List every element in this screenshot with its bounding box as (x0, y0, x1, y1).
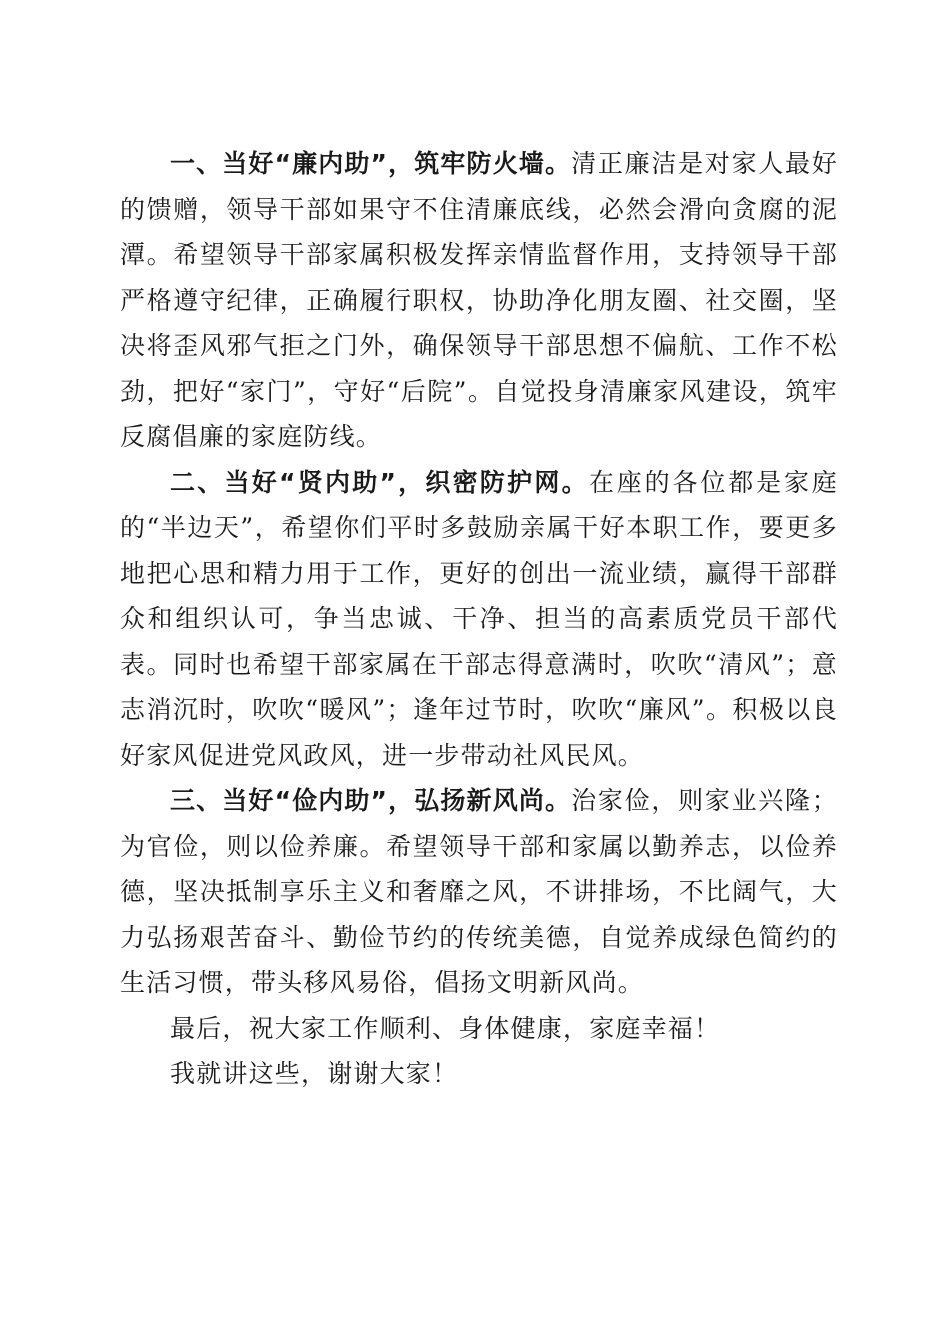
section-1-heading: 一、当好“廉内助”，筑牢防火墙。 (170, 149, 572, 178)
section-1-body: 清正廉洁是对家人最好的馈赠，领导干部如果守不住清廉底线，必然会滑向贪腐的泥潭。希望领导干部家属积极发挥亲情监督作用，支持领导干部严格遵守纪律，正确履行职权，协助净化朋友圈、社交圈，坚决将歪风邪气拒之门外，确保领导干部思想不偏航、工作不松劲，把好“家门”，守好“后院”。自觉投身清廉家风建设，筑牢反腐倡廉的家庭防线。 (120, 149, 838, 451)
section-3-heading: 三、当好“俭内助”，弘扬新风尚。 (170, 786, 572, 815)
section-2-body: 在座的各位都是家庭的“半边天”，希望你们平时多鼓励亲属干好本职工作，要更多地把心思和精力用于工作，更好的创出一流业绩，赢得干部群众和组织认可，争当忠诚、干净、担当的高素质党员干部代表。同时也希望干部家属在干部志得意满时，吹吹“清风”；意志消沉时，吹吹“暖风”；逢年过节时，吹吹“廉风”。积极以良好家风促进党风政风，进一步带动社风民风。 (120, 467, 838, 770)
section-3-paragraph (120, 778, 838, 1006)
section-1-paragraph (120, 141, 838, 460)
section-3-body: 治家俭，则家业兴隆；为官俭，则以俭养廉。希望领导干部和家属以勤养志，以俭养德，坚决抵制享乐主义和奢靡之风，不讲排场，不比阔气，大力弘扬艰苦奋斗、勤俭节约的传统美德，自觉养成绿色简约的生活习惯，带头移风易俗，倡扬文明新风尚。 (120, 786, 838, 997)
closing-thanks: 我就讲这些，谢谢大家！ (170, 1059, 459, 1088)
document-page (120, 141, 838, 1097)
closing-wishes: 最后，祝大家工作顺利、身体健康，家庭幸福！ (170, 1013, 721, 1043)
section-2-heading: 二、当好“贤内助”，织密防护网。 (170, 467, 589, 497)
section-2-paragraph (120, 460, 838, 779)
